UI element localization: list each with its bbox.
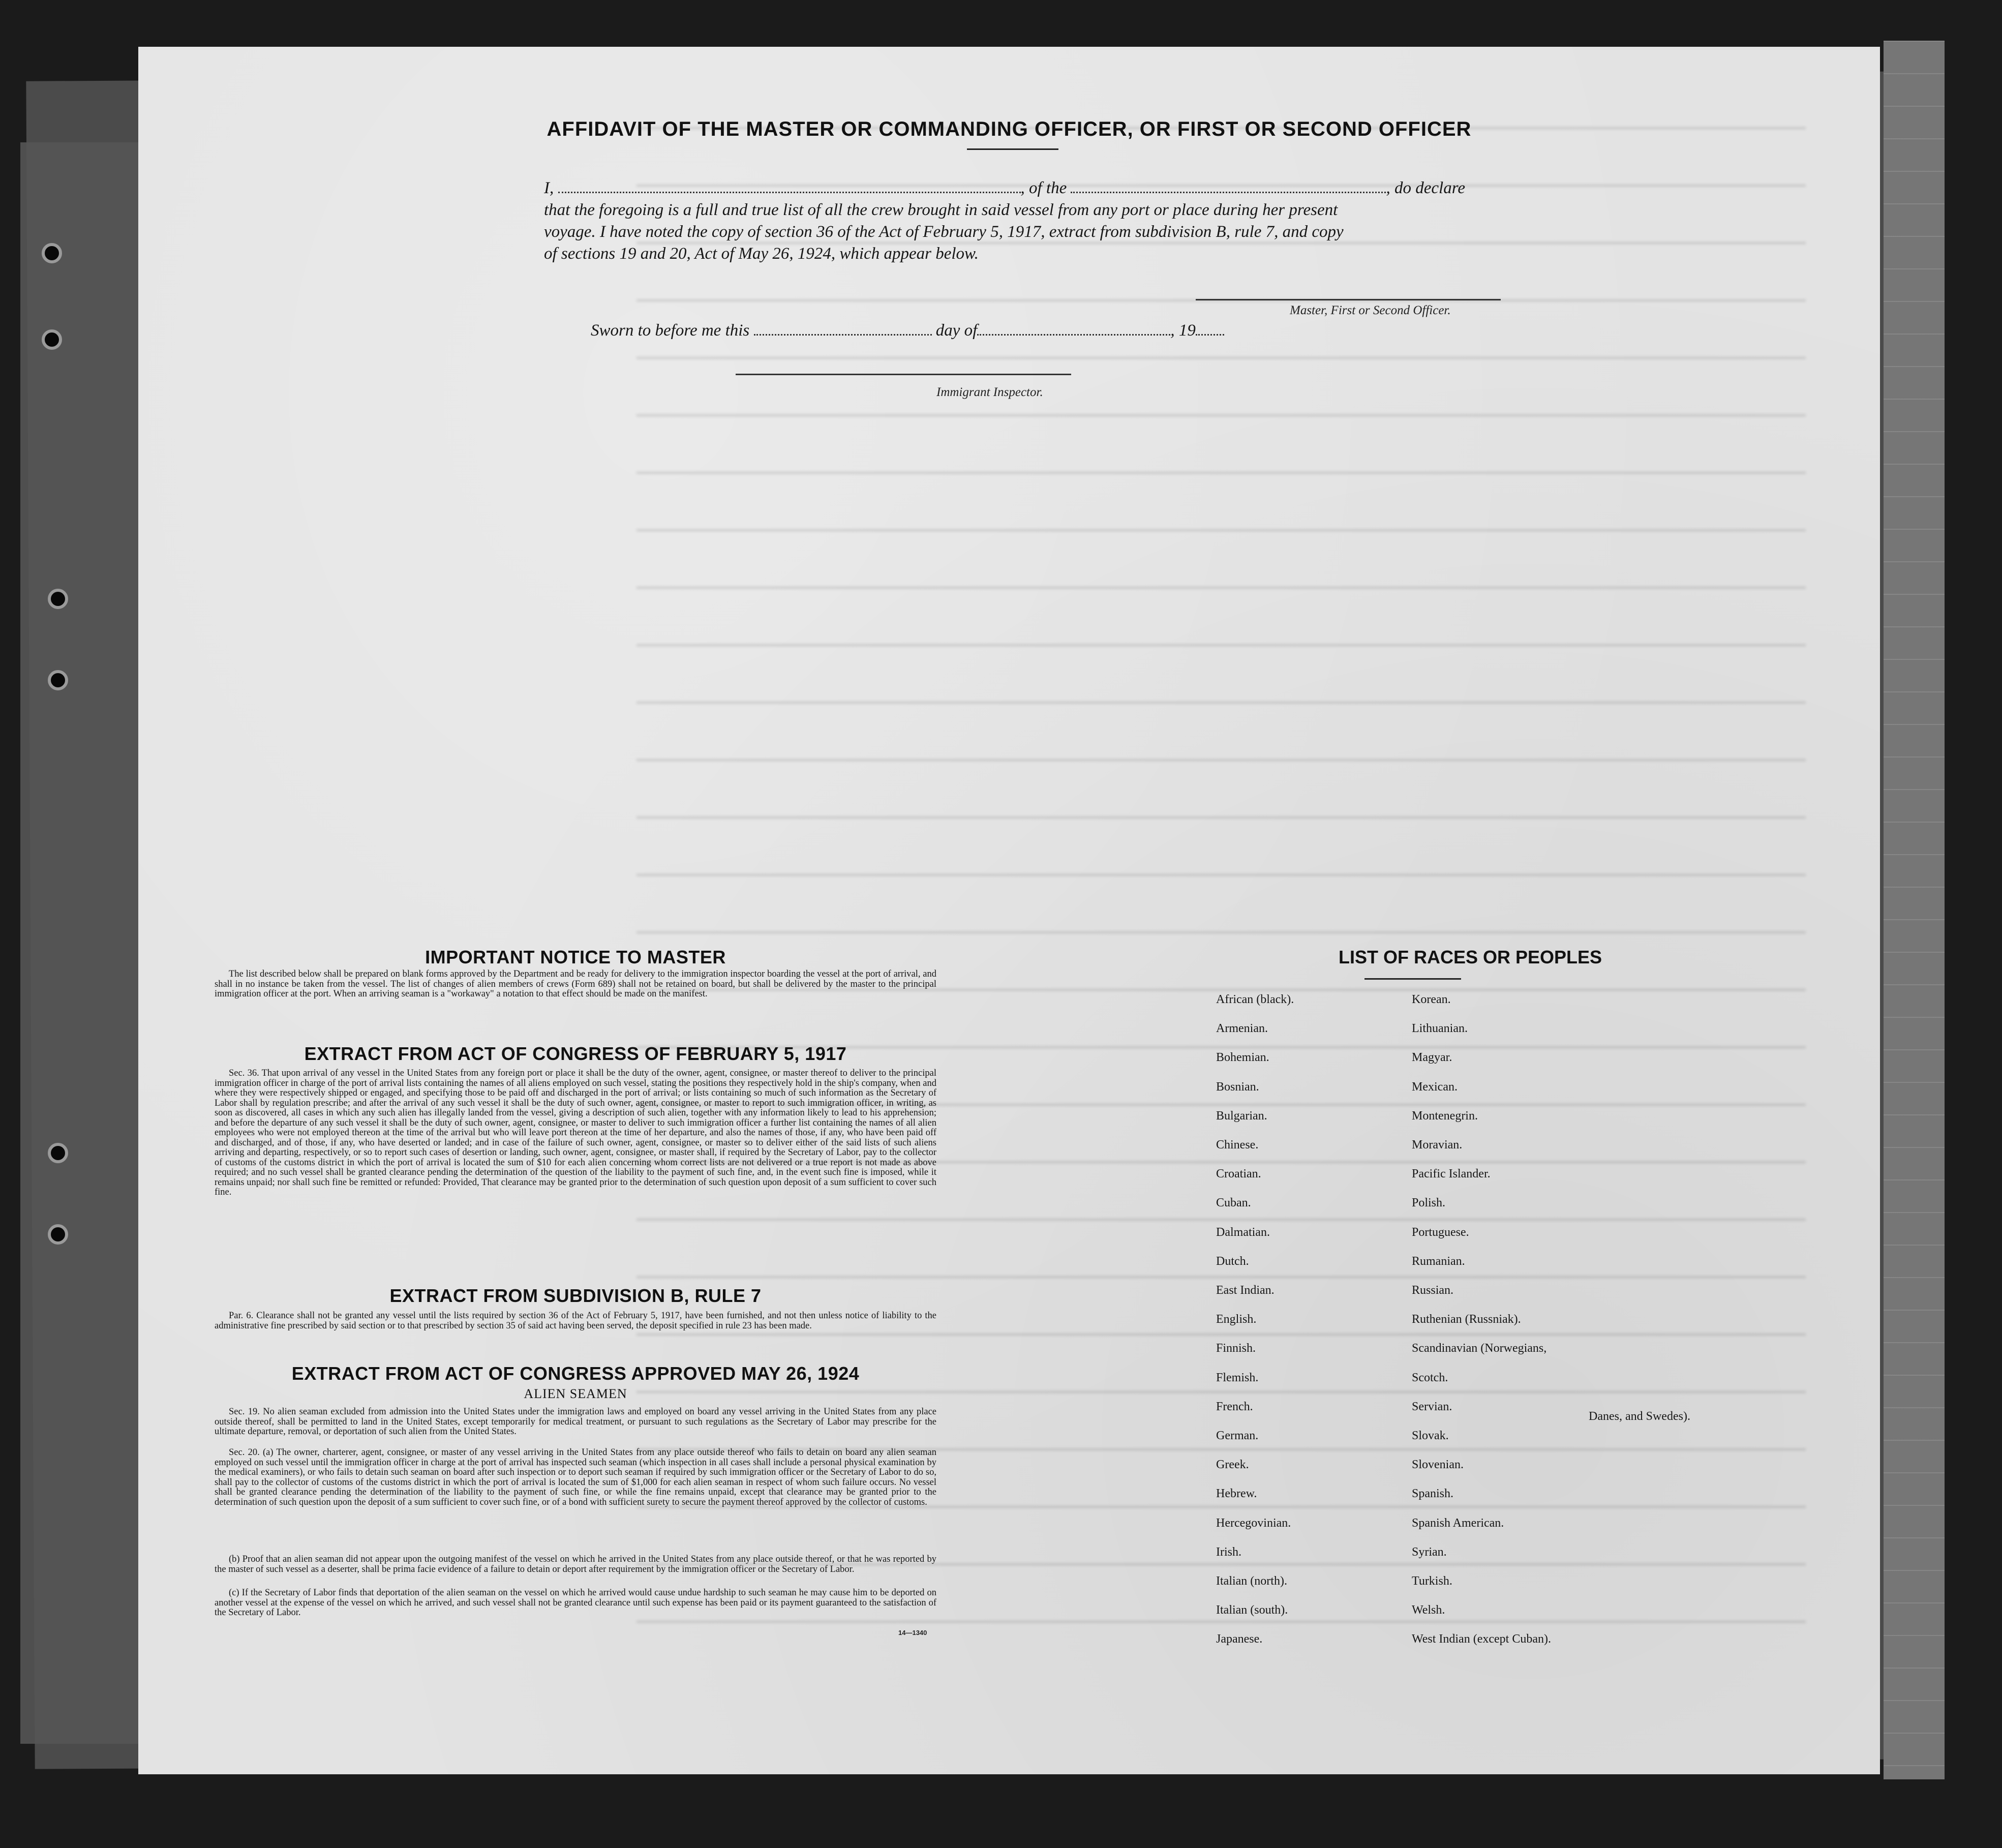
extract-1924-sec20b: (b) Proof that an alien seaman did not appear upon the outgoing manifest of the vessel on which he arrived in the United States from any place outside thereof, or that he was reported by the master of such vessel as a deserter, shall be prima facie evidence of a failure to detain or deport after requirement by the immigration officer or the Secretary of Labor. (215, 1554, 936, 1574)
extract-rule7-text: Par. 6. Clearance shall not be granted any vessel until the lists required by section 36 of the Act of February 5, 1917, have been furnished, and not then unless notice of liability to the administrative fine prescribed by said section or to that prescribed by section 35 of said act having been served, the deposit specified in rule 23 has been made. (215, 1311, 936, 1331)
master-signature-caption: Master, First or Second Officer. (1290, 304, 1451, 317)
inspector-caption: Immigrant Inspector. (936, 385, 1043, 399)
race-left-item: Flemish. (1216, 1371, 1259, 1384)
race-left-item: Irish. (1216, 1545, 1241, 1559)
race-left-item: East Indian. (1216, 1284, 1275, 1297)
race-right-item: Welsh. (1412, 1603, 1445, 1617)
sworn-day-blank (754, 322, 932, 336)
race-left-item: Cuban. (1216, 1196, 1251, 1210)
race-left-item: Bulgarian. (1216, 1109, 1267, 1123)
race-right-item: Magyar. (1412, 1051, 1452, 1065)
affidavit-i: I, (544, 179, 554, 197)
extract-rule7-heading: EXTRACT FROM SUBDIVISION B, RULE 7 (389, 1285, 762, 1306)
race-right-item: Moravian. (1412, 1138, 1463, 1152)
extract-1917-text: Sec. 36. That upon arrival of any vessel in the United States from any foreign port or place it shall be the duty of the owner, agent, consignee, or master thereof to deliver to the principal immigration officer in charge of the port of arrival lists containing the names of all aliens employed on such vessel, stating the positions they respectively hold in the ship's company, when and where they were respectively shipped or engaged, and specifying those to be paid off and discharged in the port of arrival; or lists containing so much of such information as the Secretary of Labor shall by regulation prescribe; and after the arrival of any such vessel it shall be the duty of such owner, agent, consignee, or master to report to such immigration officer, in writing, as soon as discovered, all cases in which any such alien has illegally landed from the vessel, giving a description of such alien, together with any information likely to lead to his apprehension; and before the departure of any such vessel it shall be the duty of such owner, agent, consignee, or master to deliver to such immigration officer a further list containing the names of all alien employees who were not employed thereon at the time of the arrival but who will leave port thereon at the time of her departure, and also the names of those, if any, who have been paid off and discharged, and of those, if any, who have deserted or landed; and in case of the failure of such owner, agent, consignee, or master so to deliver either of the said lists of such aliens arriving and departing, respectively, or so to report such cases of desertion or landing, such owner, agent, consignee, or master shall, if required by the Secretary of Labor, pay to the collector of customs of the customs district in which the port of arrival is located the sum of $10 for each alien concerning whom correct lists are not delivered or a true report is not made as above required; and no such vessel shall be granted clearance pending the determination of the question of the liability to the payment of such fine, and, in the event such fine is imposed, while it remains unpaid; nor shall such fine be remitted or refunded: Provided, That clearance may be granted prior to the determination of such question upon deposit of a sum sufficient to cover such fine. (215, 1068, 936, 1197)
race-right-item: Ruthenian (Russniak). (1412, 1313, 1521, 1326)
race-left-item: Chinese. (1216, 1138, 1259, 1152)
race-left-item: Italian (north). (1216, 1574, 1287, 1588)
left-binding-strip (20, 142, 147, 1744)
race-right-item: Servian. (1412, 1400, 1452, 1413)
extract-1924-heading: EXTRACT FROM ACT OF CONGRESS APPROVED MAY 26, 1924 (291, 1363, 860, 1384)
race-left-item: French. (1216, 1400, 1253, 1413)
binder-hole (48, 1143, 68, 1163)
race-right-item: Spanish. (1412, 1487, 1454, 1501)
binder-hole (42, 243, 62, 263)
race-left-item: Japanese. (1216, 1632, 1263, 1646)
affidavit-page (138, 47, 1880, 1774)
sworn-text: Sworn to before me this (591, 321, 750, 340)
race-scandinavian-continued: Danes, and Swedes). (1589, 1410, 1690, 1423)
races-heading-rule (1364, 978, 1461, 980)
race-left-item: Bohemian. (1216, 1051, 1269, 1065)
race-right-item: Syrian. (1412, 1545, 1447, 1559)
race-right-item: Spanish American. (1412, 1516, 1504, 1530)
race-left-item: Dalmatian. (1216, 1225, 1270, 1239)
race-right-item: Rumanian. (1412, 1254, 1465, 1268)
race-left-item: African (black). (1216, 993, 1294, 1006)
race-right-item: West Indian (except Cuban). (1412, 1632, 1551, 1646)
race-left-item: Italian (south). (1216, 1603, 1288, 1617)
binder-hole (48, 1224, 68, 1245)
notice-text: The list described below shall be prepared on blank forms approved by the Department and be ready for delivery to the immigration inspector boarding the vessel at the port of arrival, and shall in no instance be taken from the vessel. The list of changes of alien members of crews (Form 689) shall not be retained on board, but shall be delivered by the master to the principal immigration officer at the port. When an arriving seaman is a "workaway" a notation to that effect should be made on the manifest. (215, 969, 936, 999)
race-left-item: Bosnian. (1216, 1080, 1259, 1094)
binder-hole (48, 589, 68, 609)
extract-1924-sec19: Sec. 19. No alien seaman excluded from admission into the United States under the immigration laws and employed on board any vessel arriving in the United States from any place outside thereof, shall be permitted to land in the United States, except temporarily for medical treatment, or pursuant to such regulations as the Secretary of Labor may prescribe for the ultimate departure, removal, or deportation of such alien from the United States. (215, 1407, 936, 1437)
race-left-item: Dutch. (1216, 1254, 1249, 1268)
race-right-item: Scotch. (1412, 1371, 1448, 1384)
race-right-item: Portuguese. (1412, 1225, 1469, 1239)
race-left-item: Finnish. (1216, 1342, 1256, 1355)
race-left-item: Croatian. (1216, 1167, 1261, 1181)
race-left-item: English. (1216, 1313, 1257, 1326)
sworn-month-blank (977, 322, 1170, 336)
name-blank (558, 179, 1021, 193)
race-right-item: Pacific Islander. (1412, 1167, 1491, 1181)
race-right-item: Lithuanian. (1412, 1022, 1468, 1036)
race-left-item: Armenian. (1216, 1022, 1268, 1036)
affidavit-line-4: of sections 19 and 20, Act of May 26, 1924, which appear below. (544, 245, 979, 263)
race-left-item: Greek. (1216, 1458, 1249, 1472)
affidavit-of-the: , of the (1020, 179, 1067, 197)
binder-hole (48, 670, 68, 690)
affidavit-line-3: voyage. I have noted the copy of section 36 of the Act of February 5, 1917, extract from subdivision B, rule 7, and copy (544, 223, 1344, 241)
notice-heading: IMPORTANT NOTICE TO MASTER (425, 947, 726, 967)
vessel-blank (1071, 179, 1386, 193)
extract-1924-sec20c: (c) If the Secretary of Labor finds that deportation of the alien seaman on the vessel on which he arrived would cause undue hardship to such seaman he may cause him to be deported on another vessel at the expense of the vessel on which he arrived, and such vessel shall not be granted clearance until such expense has been paid or its payment guaranteed to the satisfaction of the Secretary of Labor. (215, 1588, 936, 1618)
extract-1924-sec20a: Sec. 20. (a) The owner, charterer, agent, consignee, or master of any vessel arriving in the United States from any place outside thereof who fails to detain on board any alien seaman employed on such vessel until the immigration officer in charge at the port of arrival has inspected such seaman (which inspection in all cases shall include a personal physical examination by the medical examiners), or who fails to detain such seaman on board after such inspection or to deport such seaman if required by such immigration officer or the Secretary of Labor to do so, shall pay to the collector of customs of the customs district in which the port of arrival is located the sum of $1,000 for each alien seaman in respect of whom such failure occurs. No vessel shall be granted clearance pending the determination of the liability to the payment of such fine, or while the fine remains unpaid, except that clearance may be granted prior to the determination of such question upon the deposit of a sum sufficient to cover such fine, or of a bond with sufficient surety to secure the payment thereof approved by the collector of customs. (215, 1447, 936, 1507)
right-page-edges (1884, 41, 1945, 1779)
race-left-item: Hercegovinian. (1216, 1516, 1291, 1530)
race-right-item: Korean. (1412, 993, 1451, 1006)
race-right-item: Turkish. (1412, 1574, 1452, 1588)
race-right-item: Mexican. (1412, 1080, 1458, 1094)
race-right-item: Slovenian. (1412, 1458, 1464, 1472)
heading-rule (967, 148, 1058, 150)
binder-hole (42, 329, 62, 350)
year-text: , 19 (1170, 321, 1196, 340)
affidavit-line-2: that the foregoing is a full and true list of all the crew brought in said vessel from any port or place during her present (544, 201, 1338, 219)
master-signature-line (1196, 299, 1501, 300)
affidavit-declare: , do declare (1386, 179, 1465, 197)
races-heading: LIST OF RACES OR PEOPLES (1338, 947, 1602, 967)
form-number: 14—1340 (898, 1629, 927, 1637)
race-right-item: Slovak. (1412, 1429, 1449, 1442)
race-left-item: Hebrew. (1216, 1487, 1257, 1501)
affidavit-heading: AFFIDAVIT OF THE MASTER OR COMMANDING OFFICER, OR FIRST OR SECOND OFFICER (547, 118, 1472, 140)
sworn-year-blank (1196, 322, 1224, 336)
sworn-line (591, 321, 1224, 340)
alien-seamen-subheading: ALIEN SEAMEN (524, 1386, 627, 1401)
race-right-item: Russian. (1412, 1284, 1454, 1297)
race-right-item: Scandinavian (Norwegians, (1412, 1342, 1547, 1355)
day-of-text: day of (935, 321, 978, 340)
inspector-signature-line (736, 374, 1071, 375)
race-left-item: German. (1216, 1429, 1259, 1442)
race-right-item: Polish. (1412, 1196, 1446, 1210)
extract-1917-heading: EXTRACT FROM ACT OF CONGRESS OF FEBRUARY 5, 1917 (304, 1043, 847, 1064)
affidavit-line-1 (544, 179, 1465, 198)
race-right-item: Montenegrin. (1412, 1109, 1478, 1123)
